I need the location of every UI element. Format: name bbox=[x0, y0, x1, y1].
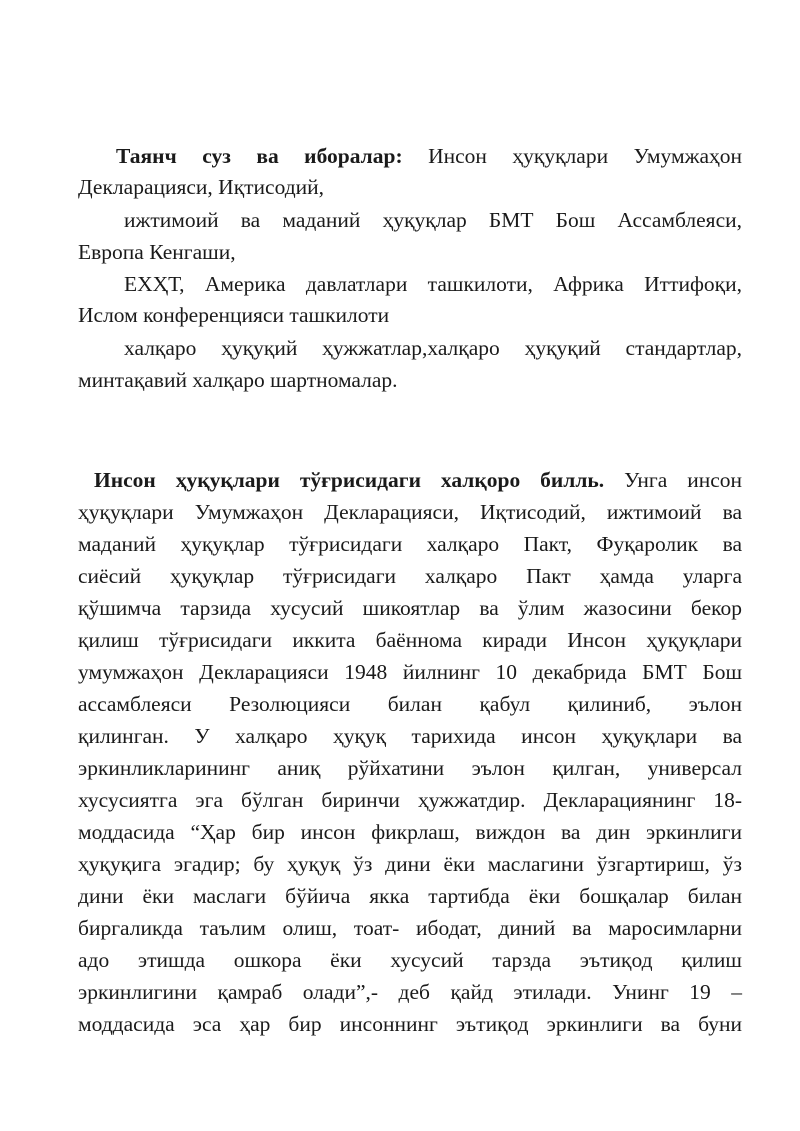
paragraph-line: қилинган. У халқаро ҳуқуқ тарихида инсон ҳуқуқлари ва bbox=[78, 724, 742, 748]
paragraph-line: эркинлигини қамраб олади”,- деб қайд этилади. Унинг 19 – bbox=[78, 980, 742, 1004]
keywords-line: минтақавий халқаро шартномалар. bbox=[78, 368, 398, 392]
paragraph-line: ҳуқуқига эгадир; бу ҳуқуқ ўз дини ёки маслагини ўзгартириш, ўз bbox=[78, 852, 742, 876]
paragraph-line: адо этишда ошкора ёки хусусий тарзда эътиқод қилиш bbox=[78, 948, 742, 972]
paragraph-line: сиёсий ҳуқуқлар тўғрисидаги халқаро Пакт ҳамда уларга bbox=[78, 564, 742, 588]
paragraph-line: биргаликда таълим олиш, тоат- ибодат, диний ва маросимларни bbox=[78, 916, 742, 940]
paragraph-line: эркинликларининг аниқ рўйхатини эълон қилган, универсал bbox=[78, 756, 742, 780]
paragraph-line: ассамблеяси Резолюцияси билан қабул қилиниб, эълон bbox=[78, 692, 742, 716]
keywords-line: Ислом конференцияси ташкилоти bbox=[78, 303, 390, 327]
keywords-line: ижтимоий ва маданий ҳуқуқлар БМТ Бош Ассамблеяси, bbox=[124, 208, 742, 232]
section-line-1 bbox=[94, 465, 742, 495]
paragraph-line: қилиш тўғрисидаги иккита баённома киради Инсон ҳуқуқлари bbox=[78, 628, 742, 652]
keywords-label: Таянч суз ва иборалар: bbox=[116, 144, 403, 168]
paragraph-line: моддасида “Ҳар бир инсон фикрлаш, виждон ва дин эркинлиги bbox=[78, 820, 742, 844]
paragraph-line: ҳуқуқлари Умумжаҳон Декларацияси, Иқтисодий, ижтимоий ва bbox=[78, 500, 742, 524]
paragraph-line: қўшимча тарзида хусусий шикоятлар ва ўлим жазосини бекор bbox=[78, 596, 742, 620]
keywords-line: ЕХҲТ, Америка давлатлари ташкилоти, Африка Иттифоқи, bbox=[124, 272, 742, 296]
paragraph-line: умумжаҳон Декларацияси 1948 йилнинг 10 декабрида БМТ Бош bbox=[78, 660, 742, 684]
keywords-line: халқаро ҳуқуқий ҳужжатлар,халқаро ҳуқуқий стандартлар, bbox=[124, 336, 742, 360]
paragraph-line: моддасида эса ҳар бир инсоннинг эътиқод эркинлиги ва буни bbox=[78, 1012, 742, 1036]
keywords-line: Декларацияси, Иқтисодий, bbox=[78, 175, 325, 199]
paragraph-line: маданий ҳуқуқлар тўғрисидаги халқаро Пакт, Фуқаролик ва bbox=[78, 532, 742, 556]
section-text: Унга инсон bbox=[604, 468, 743, 492]
keywords-text: Инсон ҳуқуқлари Умумжаҳон bbox=[402, 144, 742, 168]
keywords-line-1 bbox=[116, 141, 742, 171]
paragraph-line: хусусиятга эга бўлган биринчи ҳужжатдир. Декларациянинг 18- bbox=[78, 788, 742, 812]
paragraph-line: дини ёки маслаги бўйича якка тартибда ёки бошқалар билан bbox=[78, 884, 742, 908]
keywords-line: Европа Кенгаши, bbox=[78, 240, 236, 264]
section-title: Инсон ҳуқуқлари тўғрисидаги халқоро билль. bbox=[94, 468, 605, 492]
